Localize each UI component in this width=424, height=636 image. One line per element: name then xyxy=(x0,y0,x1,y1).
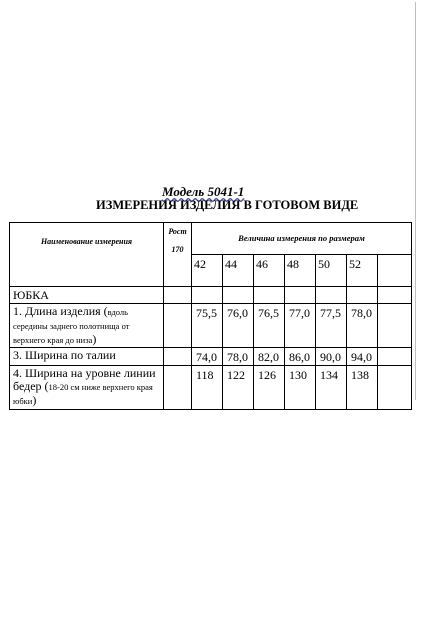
value-cell: 77,0 xyxy=(285,304,316,348)
row-note: 18-20 см ниже верхнего края юбки xyxy=(13,382,153,406)
empty-cell xyxy=(164,304,192,348)
height-label: Рост xyxy=(168,227,187,236)
value-cell: 138 xyxy=(347,366,378,410)
height-value: 170 xyxy=(171,245,184,254)
empty-cell xyxy=(164,348,192,366)
page-title: ИЗМЕРЕНИЯ ИЗДЕЛИЯ В ГОТОВОМ ВИДЕ xyxy=(96,198,359,212)
value-cell: 78,0 xyxy=(223,348,254,366)
model-number: Модель 5041-1 xyxy=(162,184,245,199)
measurements-table xyxy=(9,222,412,410)
page-edge-divider xyxy=(415,2,416,400)
size-header-cell: 52 xyxy=(347,255,378,287)
empty-cell xyxy=(285,287,316,304)
value-cell: 134 xyxy=(316,366,347,410)
row-note: вдоль середины заднего полотнища от верхнего края до низа xyxy=(13,307,130,345)
value-cell: 82,0 xyxy=(254,348,285,366)
size-header-cell: 48 xyxy=(285,255,316,287)
value-cell: 76,5 xyxy=(254,304,285,348)
size-header-cell: 50 xyxy=(316,255,347,287)
value-cell: 130 xyxy=(285,366,316,410)
empty-cell xyxy=(164,366,192,410)
value-cell: 118 xyxy=(192,366,223,410)
size-header-cell: 46 xyxy=(254,255,285,287)
value-cell: 78,0 xyxy=(347,304,378,348)
empty-cell xyxy=(254,287,285,304)
value-cell: 126 xyxy=(254,366,285,410)
empty-cell xyxy=(192,287,223,304)
empty-cell xyxy=(378,287,412,304)
section-title: ЮБКА xyxy=(10,287,164,304)
value-cell: 90,0 xyxy=(316,348,347,366)
header-size-values: Величина измерения по размерам xyxy=(192,223,412,255)
value-cell: 75,5 xyxy=(192,304,223,348)
empty-cell xyxy=(378,366,412,410)
size-header-cell xyxy=(378,255,412,287)
empty-cell xyxy=(378,348,412,366)
header-measurement-name: Наименование измерения xyxy=(10,223,164,287)
size-header-cell: 44 xyxy=(223,255,254,287)
empty-cell xyxy=(378,304,412,348)
empty-cell xyxy=(223,287,254,304)
row-label: 1. Длина изделия (вдоль середины заднего полотнища от верхнего края до низа) xyxy=(10,304,164,348)
empty-cell xyxy=(347,287,378,304)
value-cell: 94,0 xyxy=(347,348,378,366)
value-cell: 77,5 xyxy=(316,304,347,348)
row-label: 3. Ширина по талии xyxy=(10,348,164,366)
size-header-cell: 42 xyxy=(192,255,223,287)
empty-cell xyxy=(316,287,347,304)
value-cell: 76,0 xyxy=(223,304,254,348)
value-cell: 122 xyxy=(223,366,254,410)
value-cell: 74,0 xyxy=(192,348,223,366)
value-cell: 86,0 xyxy=(285,348,316,366)
empty-cell xyxy=(164,287,192,304)
header-height xyxy=(164,223,192,287)
row-label: 4. Ширина на уровне линии бедер (18-20 см ниже верхнего края юбки) xyxy=(10,366,164,410)
